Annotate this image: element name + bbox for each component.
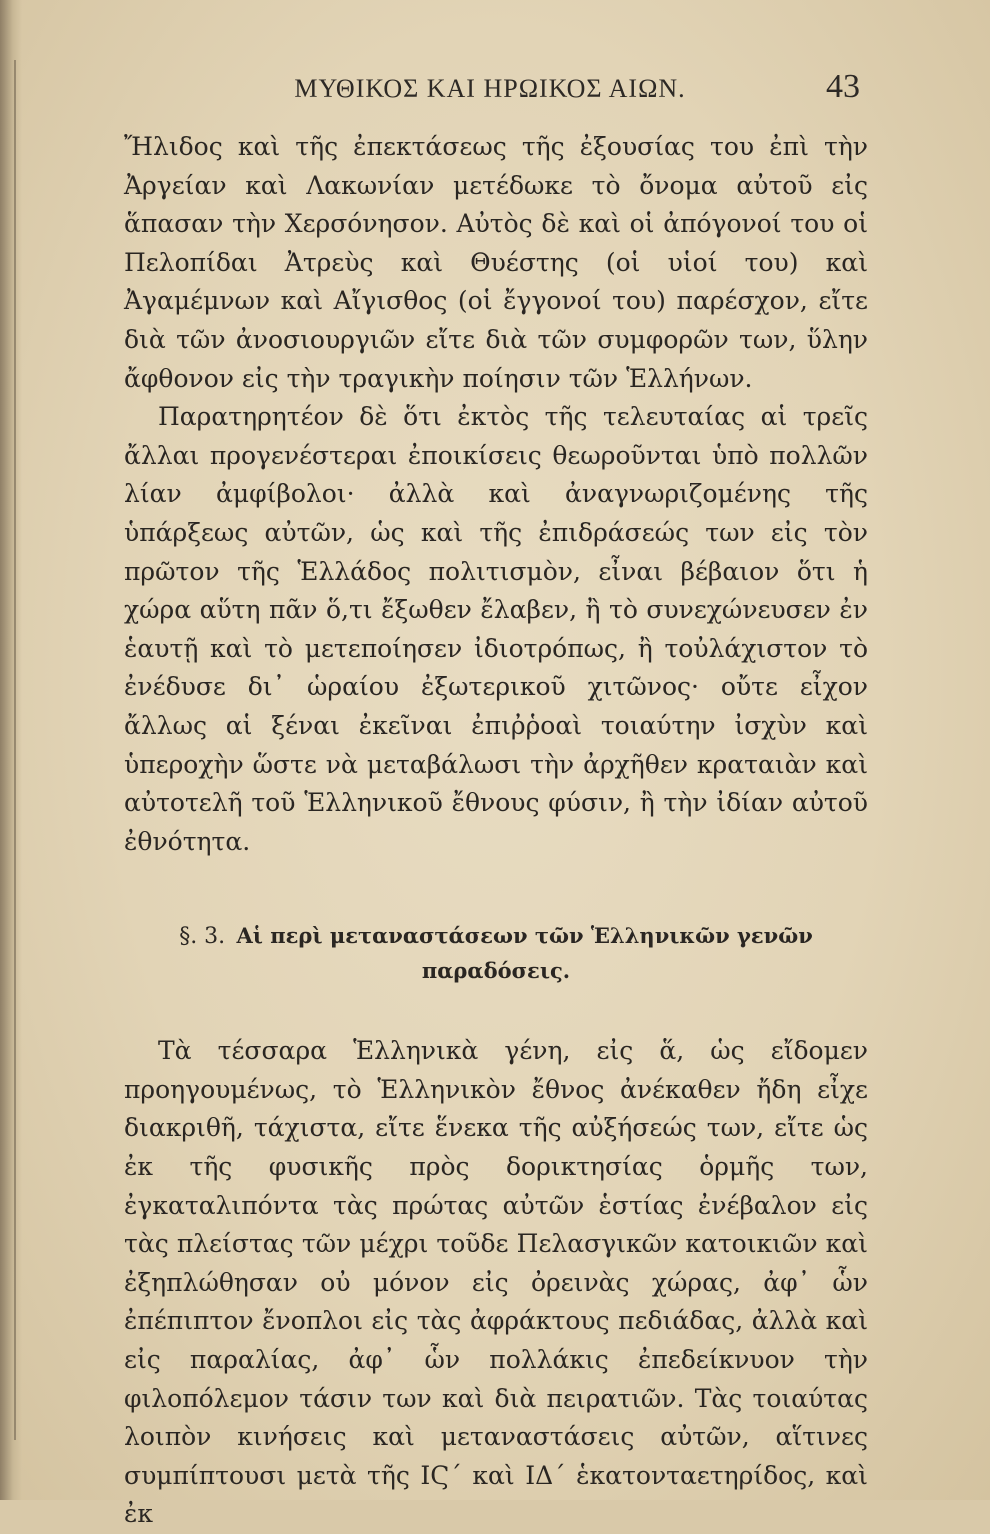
page-number: 43 bbox=[826, 68, 860, 105]
page-gutter-shadow bbox=[0, 0, 22, 1500]
paragraph-1: Ἤλιδος καὶ τῆς ἐπεκτάσεως τῆς ἐξουσίας του ἐπὶ τὴν Ἀργείαν καὶ Λακωνίαν μετέδωκε τὸ ὄνομα αὐτοῦ εἰς ἅπασαν τὴν Χερσόνησον. Αὐτὸς δὲ καὶ οἱ ἀπόγονοί του οἱ Πελοπίδαι Ἀτρεὺς καὶ Θυέστης (οἱ υἱοί του) καὶ Ἀγαμέμνων καὶ Αἴγισθος (οἱ ἔγγονοί του) παρέσχον, εἴτε διὰ τῶν ἀνοσιουργιῶν εἴτε διὰ τῶν συμφορῶν των, ὕλην ἄφθονον εἰς τὴν τραγικὴν ποίησιν τῶν Ἑλλήνων. bbox=[124, 132, 868, 393]
body-text bbox=[124, 128, 868, 1534]
paragraph-2: Παρατηρητέον δὲ ὅτι ἐκτὸς τῆς τελευταίας αἱ τρεῖς ἄλλαι προγενέστεραι ἐποικίσεις θεωροῦνται ὑπὸ πολλῶν λίαν ἀμφίβολοι· ἀλλὰ καὶ ἀναγνωριζομένης τῆς ὑπάρξεως αὐτῶν, ὡς καὶ τῆς ἐπιδράσεώς των εἰς τὸν πρῶτον τῆς Ἑλλάδος πολιτισμὸν, εἶναι βέβαιον ὅτι ἡ χώρα αὕτη πᾶν ὅ,τι ἔξωθεν ἔλαβεν, ἢ τὸ συνεχώνευσεν ἐν ἑαυτῇ καὶ τὸ μετεποίησεν ἰδιοτρόπως, ἢ τοὐλάχιστον τὸ ἐνέδυσε δι᾽ ὡραίου ἐξωτερικοῦ χιτῶνος· οὔτε εἶχον ἄλλως αἱ ξέναι ἐκεῖναι ἐπιῤῥοαὶ τοιαύτην ἰσχὺν καὶ ὑπεροχὴν ὥστε νὰ μεταβάλωσι τὴν ἀρχῆθεν κραταιὰν καὶ αὐτοτελῆ τοῦ Ἑλληνικοῦ ἔθνους φύσιν, ἢ τὴν ἰδίαν αὐτοῦ ἐθνότητα. bbox=[124, 402, 868, 856]
paragraph-3: Τὰ τέσσαρα Ἑλληνικὰ γένη, εἰς ἅ, ὡς εἴδομεν προηγουμένως, τὸ Ἑλληνικὸν ἔθνος ἀνέκαθεν ἤδη εἶχε διακριθῆ, τάχιστα, εἴτε ἕνεκα τῆς αὐξήσεώς των, εἴτε ὡς ἐκ τῆς φυσικῆς πρὸς δορικτησίας ὁρμῆς των, ἐγκαταλιπόντα τὰς πρώτας αὐτῶν ἑστίας ἐνέβαλον εἰς τὰς πλείστας τῶν μέχρι τοῦδε Πελασγικῶν κατοικιῶν καὶ ἐξηπλώθησαν οὐ μόνον εἰς ὀρεινὰς χώρας, ἀφ᾽ ὧν ἐπέπιπτον ἔνοπλοι εἰς τὰς ἀφράκτους πεδιάδας, ἀλλὰ καὶ εἰς παραλίας, ἀφ᾽ ὧν πολλάκις ἐπεδείκνυον τὴν φιλοπόλεμον τάσιν των καὶ διὰ πειρατιῶν. Τὰς τοιαύτας λοιπὸν κινήσεις καὶ μεταναστάσεις αὐτῶν, αἵτινες συμπίπτουσι μετὰ τῆς ΙϚ´ καὶ ΙΔ´ ἑκατονταετηρίδος, καὶ ἐκ bbox=[124, 1036, 868, 1529]
page-header bbox=[120, 68, 860, 118]
section-title-text: Αἱ περὶ μεταναστάσεων τῶν Ἑλληνικῶν γενῶν παραδόσεις. bbox=[236, 923, 813, 984]
page-margin-rule bbox=[14, 60, 16, 1440]
section-number: §. 3. bbox=[179, 924, 226, 950]
section-heading bbox=[154, 919, 838, 988]
running-head: ΜΥΘΙΚΟΣ ΚΑΙ ΗΡΩΙΚΟΣ ΑΙΩΝ. bbox=[294, 74, 686, 103]
